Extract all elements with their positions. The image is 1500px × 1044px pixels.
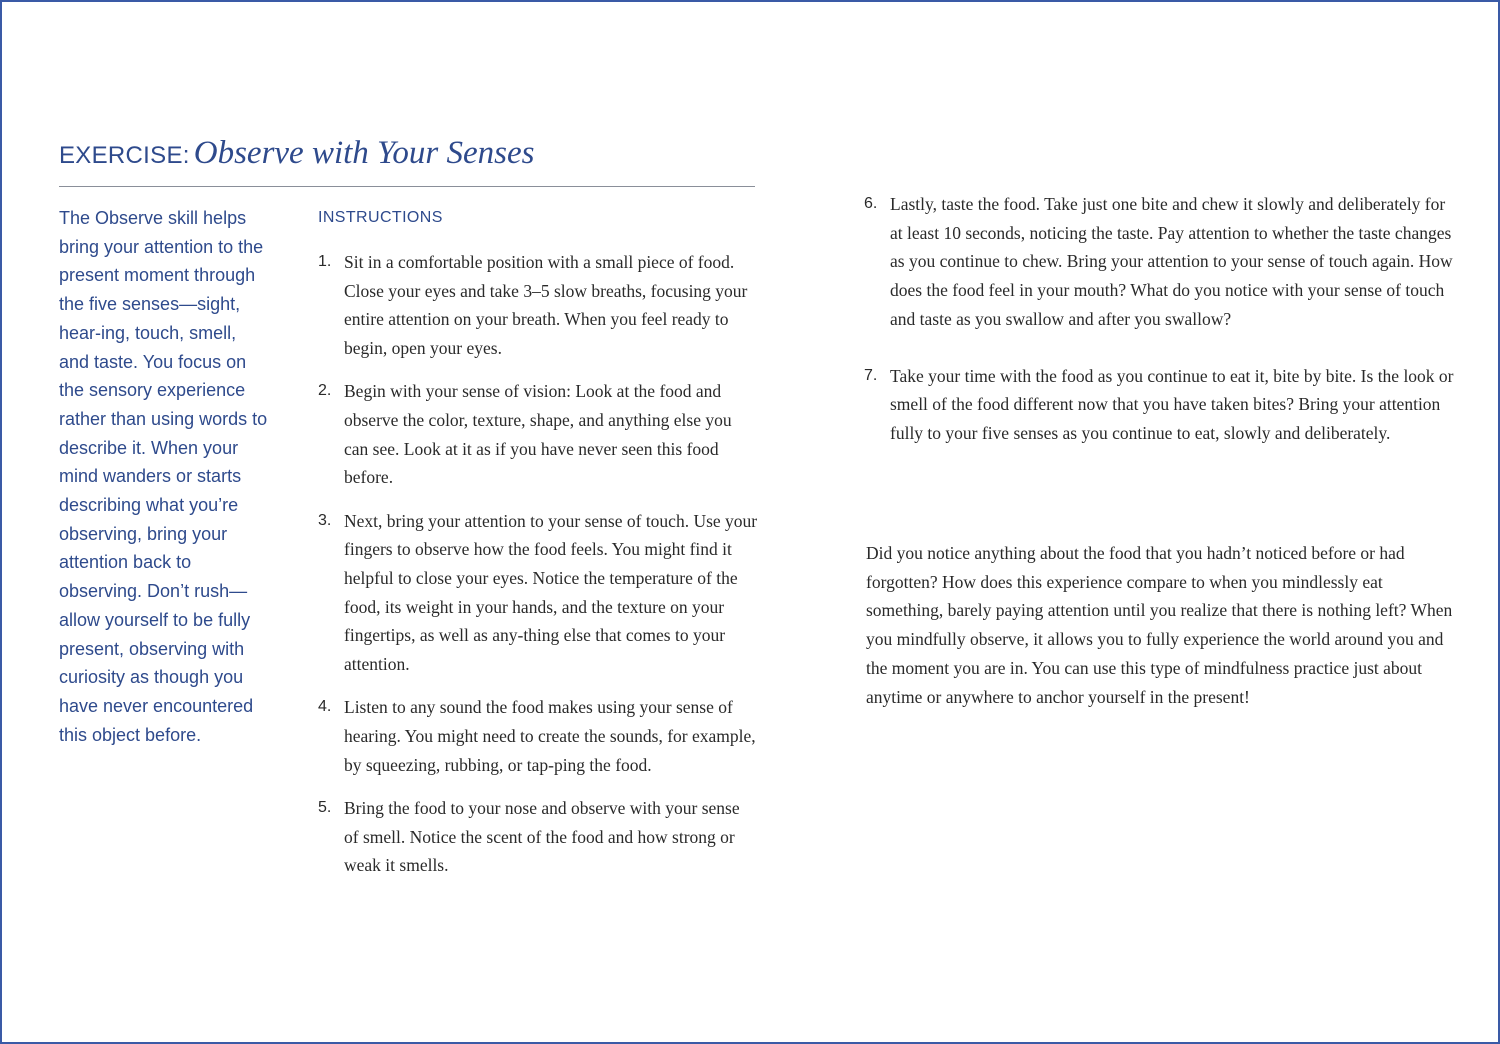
instruction-step-1	[318, 248, 758, 363]
closing-paragraph: Did you notice anything about the food that you hadn’t noticed before or had forgotten? How does this experience compare to when you mindlessly eat something, barely paying attention until you realize that there is nothing left? When you mindfully observe, it allows you to fully experience the world around you and the moment you are in. You can use this type of mindfulness practice just about anytime or anywhere to anchor yourself in the present!	[866, 543, 1453, 707]
step-number: 2.	[318, 382, 332, 400]
step-number: 5.	[318, 798, 332, 816]
step-number: 4.	[318, 698, 332, 716]
instruction-step-4	[318, 693, 758, 779]
instruction-step-2	[318, 377, 758, 492]
step-number: 7.	[864, 366, 878, 384]
instruction-step-7	[864, 362, 1459, 448]
exercise-label: EXERCISE:	[59, 142, 190, 169]
instruction-step-5	[318, 794, 758, 880]
step-text: Sit in a comfortable position with a small piece of food. Close your eyes and take 3–5 slow breaths, focusing your entire attention on your breath. When you feel ready to begin, open your eyes.	[344, 252, 748, 359]
instruction-step-3	[318, 507, 758, 679]
exercise-name: Observe with Your Senses	[193, 135, 535, 171]
step-number: 6.	[864, 195, 878, 212]
instruction-step-6	[864, 190, 1459, 334]
instruction-steps-column-1	[318, 248, 758, 895]
instruction-steps-column-2	[864, 190, 1459, 476]
intro-sidebar-text: The Observe skill helps bring your attention to the present moment through the five senses—sight, hear-ing, touch, smell, and taste. You focus on the sensory experience rather than using words to describe it. When your mind wanders or starts describing what you’re observing, bring your attention back to observing. Don’t rush—allow yourself to be fully present, observing with curiosity as though you have never encountered this object before.	[59, 208, 268, 745]
step-text: Lastly, taste the food. Take just one bite and chew it slowly and deliberately for at least 10 seconds, noticing the taste. Pay attention to whether the taste changes as you continue to chew. Bring your attention to your sense of touch again. How does the food feel in your mouth? What do you notice with your sense of touch and taste as you swallow and after you swallow?	[890, 194, 1453, 329]
step-text: Begin with your sense of vision: Look at the food and observe the color, texture, shape, and anything else you can see. Look at it as if you have never seen this food before.	[344, 381, 732, 488]
step-text: Next, bring your attention to your sense of touch. Use your fingers to observe how the food feels. You might find it helpful to close your eyes. Notice the temperature of the food, its weight in your hands, and the texture on your fingertips, as well as any-thing else that comes to your attention.	[344, 510, 758, 675]
step-number: 3.	[318, 511, 332, 529]
step-text: Bring the food to your nose and observe with your sense of smell. Notice the scent of the food and how strong or weak it smells.	[344, 797, 740, 876]
step-text: Take your time with the food as you continue to eat it, bite by bite. Is the look or smell of the food different now that you have taken bites? Bring your attention fully to your five senses as you continue to eat, slowly and deliberately.	[890, 365, 1454, 443]
step-text: Listen to any sound the food makes using your sense of hearing. You might need to create the sounds, for example, by squeezing, rubbing, or tap-ping the food.	[344, 697, 756, 775]
instructions-heading: INSTRUCTIONS	[318, 209, 443, 226]
title-divider	[59, 186, 755, 187]
step-number: 1.	[318, 253, 332, 270]
exercise-title	[59, 130, 534, 178]
